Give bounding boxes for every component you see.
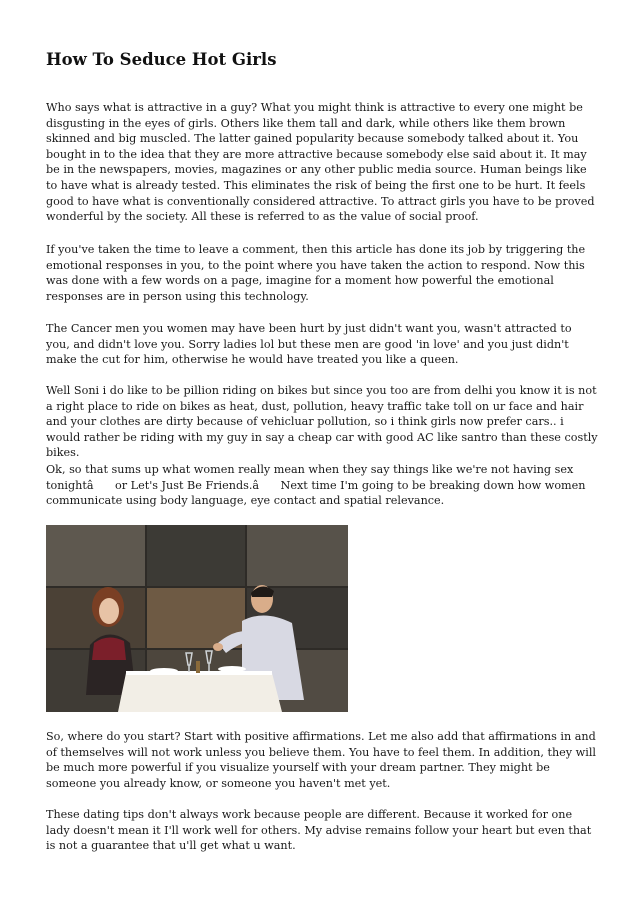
- paragraph-women-mean: Ok, so that sums up what women really mean when they say things like we're not having sex tonightâ or Let's Just Be Friends.â Next time I'm going to be breaking down how women communicate using body language, eye contact and spatial relevance.: [46, 463, 586, 508]
- paragraph-comment: If you've taken the time to leave a comment, then this article has done its job by triggering the emotional responses in you, to the point where you have taken the action to respond. Now this was done with a few words on a page, imagine for a moment how powerful the emotional responses are in person using this technology.: [46, 243, 586, 303]
- paragraph-bikes: Well Soni i do like to be pillion riding on bikes but since you too are from delhi you know it is not a right place to ride on bikes as heat, dust, pollution, heavy traffic take toll on ur face and hair and your clothes are dirty because of vehicluar pollution, so i think girls now prefer cars.. i would rather be riding with my guy in say a cheap car with good AC like santro than these costly bikes.: [46, 384, 598, 460]
- paragraph-affirmations: So, where do you start? Start with positive affirmations. Let me also add that affirmations in and of themselves will not work unless you believe them. You have to feel them. In addition, they will be much more powerful if you visualize yourself with your dream partner. They might be someone you already know, or someone you haven't met yet.: [46, 730, 596, 790]
- article-title: How To Seduce Hot Girls: [46, 50, 277, 69]
- paragraph-social-proof: Who says what is attractive in a guy? What you might think is attractive to every one might be disgusting in the eyes of girls. Others like them tall and dark, while others like them brown skinned and big muscled. The latter gained popularity because somebody talked about it. You bought in to the idea that they are more attractive because somebody else said about it. It may be in the newspapers, movies, magazines or any other public media source. Human beings like to have what is already tested. This eliminates the risk of being the first one to be hurt. It feels good to have what is conventionally considered attractive. To attract girls you have to be proved wonderful by the society. All these is referred to as the value of social proof.: [46, 101, 595, 224]
- dinner-date-photo: [46, 525, 348, 712]
- paragraph-dating-tips: These dating tips don't always work because people are different. Because it worked for one lady doesn't mean it I'll work well for others. My advise remains follow your heart but even that is not a guarantee that u'll get what u want.: [46, 808, 592, 853]
- paragraph-cancer-men: The Cancer men you women may have been hurt by just didn't want you, wasn't attracted to you, and didn't love you. Sorry ladies lol but these men are good 'in love' and you just didn't make the cut for him, otherwise he would have treated you like a queen.: [46, 322, 572, 367]
